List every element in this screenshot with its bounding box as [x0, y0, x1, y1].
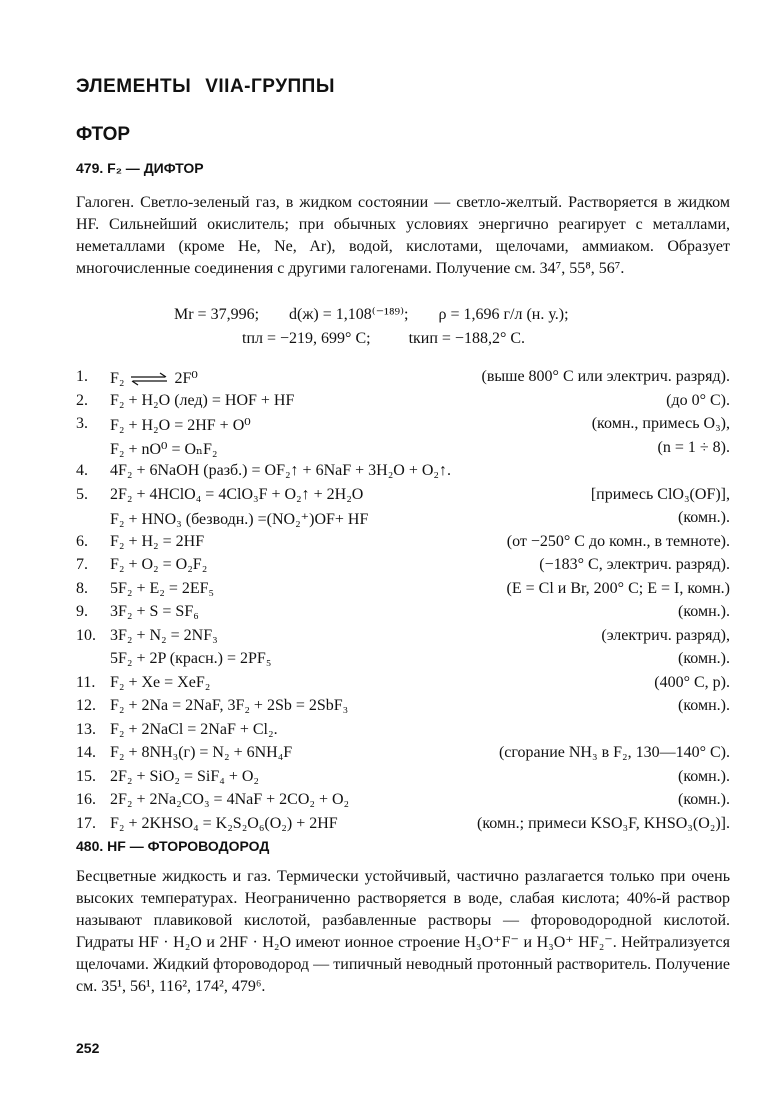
reaction-number: 13. [76, 720, 96, 738]
reaction-equation: 2F₂ + SiO₂ = SiF₄ + O₂ [110, 767, 259, 785]
reaction-number: 8. [76, 579, 88, 597]
reaction-number: 1. [76, 368, 88, 385]
reaction-right: 2F⁰ [174, 370, 198, 387]
reaction-row [76, 627, 730, 651]
reaction-equation: 3F₂ + N₂ = 2NF₃ [110, 626, 218, 644]
equilibrium-arrow-icon [129, 372, 169, 386]
molar-mass: Mr = 37,996; [174, 306, 260, 323]
reaction-equation: F₂ + 8NH₃(г) = N₂ + 6NH₄F [110, 744, 293, 761]
page-number: 252 [76, 1040, 100, 1056]
reaction-equation [110, 368, 198, 388]
section-title-part1: ЭЛЕМЕНТЫ [76, 76, 192, 97]
reaction-condition: (n = 1 ÷ 8). [657, 438, 730, 456]
reaction-equation: F₂ + 2Na = 2NaF, 3F₂ + 2Sb = 2SbF₃ [110, 697, 349, 714]
reaction-row [76, 603, 730, 627]
reaction-condition: (сгорание NH₃ в F₂, 130—140° C). [498, 744, 730, 761]
reaction-condition: (выше 800° C или электрич. разряд). [481, 368, 730, 385]
reaction-equation: F₂ + nO⁰ = OₙF₂ [110, 440, 218, 458]
reaction-row [76, 768, 730, 792]
reaction-equation: 5F₂ + E₂ = 2EF₅ [110, 579, 215, 597]
element-title: ФТОР [76, 124, 131, 145]
reaction-equation: F₂ + Xe = XeF₂ [110, 673, 211, 691]
reaction-row [76, 556, 730, 580]
gas-density: ρ = 1,696 г/л (н. у.); [438, 306, 569, 323]
reaction-condition: (комн.). [678, 791, 730, 808]
reaction-equation: F₂ + H₂O (лед) = HOF + HF [110, 391, 295, 409]
reaction-row [76, 674, 730, 698]
reaction-number: 10. [76, 626, 96, 644]
reaction-equation: F₂ + 2KHSO₄ = K₂S₂O₆(O₂) + 2HF [110, 814, 338, 832]
reaction-equation: F₂ + HNO₃ (безводн.) =(NO₂⁺)OF+ HF [110, 511, 369, 528]
entry-479-description: Галоген. Светло-зеленый газ, в жидком состоянии — светло-желтый. Растворяется в жидком HF. Сильнейший окислитель; при обычных условиях энергично реагирует с металлами, неметаллами (кроме He, Ne, Ar), водой, кислотами, щелочами, аммиаком. Образует многочисленные соединения с другими галогенами. Получение см. 34⁷, 55⁸, 56⁷. [76, 194, 730, 277]
entry-480-heading: 480. HF — ФТОРОВОДОРОД [76, 838, 270, 854]
liquid-density: d(ж) = 1,108⁽⁻¹⁸⁹⁾; [289, 306, 409, 323]
reaction-number: 17. [76, 814, 96, 832]
reaction-row [76, 439, 730, 463]
reaction-number: 7. [76, 556, 88, 573]
reaction-number: 12. [76, 697, 96, 714]
reaction-equation: 5F₂ + 2P (красн.) = 2PF₅ [110, 650, 272, 667]
reaction-condition: (комн.). [678, 650, 730, 667]
reaction-number: 16. [76, 791, 96, 808]
entry-479-heading: 479. F₂ — ДИФТОР [76, 160, 204, 176]
reaction-number: 11. [76, 673, 96, 691]
reaction-condition: (комн.). [678, 767, 730, 785]
reaction-number: 4. [76, 462, 88, 479]
reaction-condition: (комн.). [678, 509, 730, 526]
reaction-condition: (до 0° C). [666, 391, 730, 409]
reaction-condition: (комн.). [678, 603, 730, 620]
book-page [76, 0, 730, 1120]
constants-line-2 [242, 330, 525, 348]
reaction-condition: (электрич. разряд), [601, 626, 730, 644]
reaction-equation: 2F₂ + 4HClO₄ = 4ClO₃F + O₂↑ + 2H₂O [110, 485, 364, 503]
reaction-number: 5. [76, 485, 88, 503]
reaction-equation: F₂ + H₂O = 2HF + O⁰ [110, 417, 251, 434]
reaction-condition: (E = Cl и Br, 200° C; E = I, комн.) [506, 579, 730, 597]
reaction-condition: (комн., примесь O₃), [591, 415, 730, 432]
entry-480-description: Бесцветные жидкость и газ. Термически устойчивый, частично разлагается только при очень высоких температурах. Неограниченно растворяется в воде, слабая кислота; 40%-й раствор называют плавиковой кислотой, разбавленные растворы — фтороводородной кислотой. Гидраты HF · H₂O и 2HF · H₂O имеют ионное строение H₃O⁺F⁻ и H₃O⁺ HF₂⁻. Нейтрализуется щелочами. Жидкий фтороводород — типичный неводный протонный растворитель. Получение см. 35¹, 56¹, 116², 174², 479⁶. [76, 868, 730, 995]
reaction-row [76, 580, 730, 604]
section-title-part2: VIIA-ГРУППЫ [205, 76, 335, 97]
reaction-equation: F₂ + O₂ = O₂F₂ [110, 556, 208, 573]
reaction-number: 14. [76, 744, 96, 761]
reaction-row [76, 744, 730, 768]
reaction-condition: (400° C, p). [654, 673, 730, 691]
reaction-number: 9. [76, 603, 88, 620]
reaction-equation: 2F₂ + 2Na₂CO₃ = 4NaF + 2CO₂ + O₂ [110, 791, 350, 808]
reaction-row [76, 721, 730, 745]
reaction-left: F₂ [110, 370, 125, 387]
section-title [76, 76, 335, 98]
reaction-row [76, 697, 730, 721]
reaction-row [76, 462, 730, 486]
reaction-row [76, 815, 730, 839]
reaction-row [76, 791, 730, 815]
reaction-condition: (комн.; примеси KSO₃F, KHSO₃(O₂)]. [477, 814, 730, 832]
reaction-equation: 3F₂ + S = SF₆ [110, 603, 199, 620]
boiling-point: tкип = −188,2° C. [408, 330, 526, 347]
reaction-row [76, 533, 730, 557]
reaction-row [76, 486, 730, 510]
reactions-list [76, 368, 730, 838]
reaction-row [76, 392, 730, 416]
reaction-row [76, 368, 730, 392]
reaction-equation: 4F₂ + 6NaOH (разб.) = OF₂↑ + 6NaF + 3H₂O + O₂↑. [110, 462, 451, 479]
reaction-row [76, 650, 730, 674]
reaction-number: 2. [76, 391, 88, 409]
reaction-equation: F₂ + H₂ = 2HF [110, 532, 205, 550]
reaction-row [76, 415, 730, 439]
reaction-condition: (от −250° C до комн., в темноте). [506, 532, 730, 550]
melting-point: tпл = −219, 699° C; [242, 330, 371, 347]
reaction-condition: (комн.). [678, 697, 730, 714]
reaction-row [76, 509, 730, 533]
reaction-number: 6. [76, 532, 88, 550]
reaction-condition: (−183° C, электрич. разряд). [539, 556, 730, 573]
reaction-number: 15. [76, 767, 96, 785]
constants-line-1 [174, 304, 569, 324]
reaction-condition: [примесь ClO₃(OF)], [590, 485, 730, 503]
reaction-equation: F₂ + 2NaCl = 2NaF + Cl₂. [110, 720, 278, 738]
reaction-number: 3. [76, 415, 88, 432]
